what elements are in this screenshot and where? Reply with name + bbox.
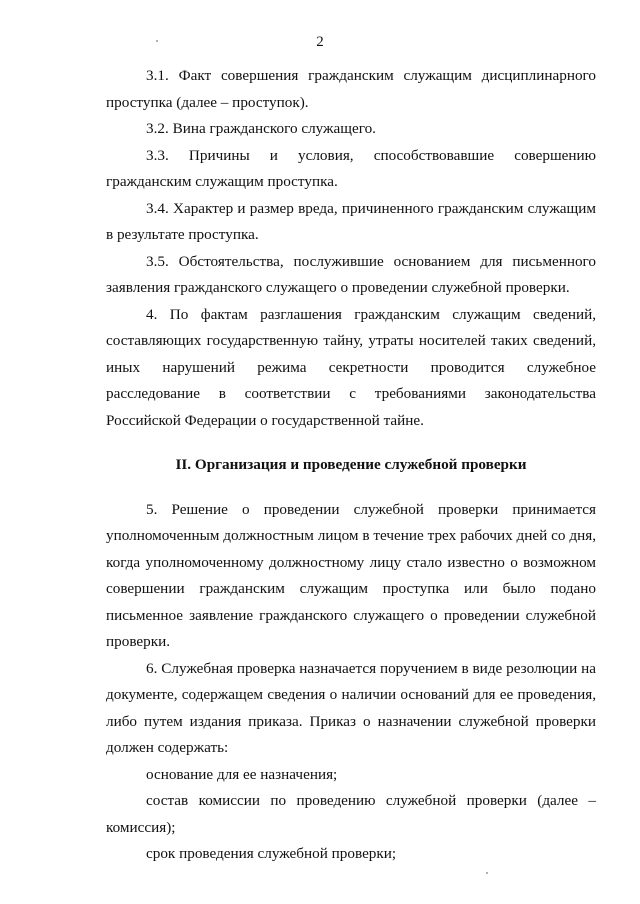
paragraph-6: 6. Служебная проверка назначается поручением в виде резолюции на документе, содержащем сведения о наличии оснований для ее проведения, либо путем издания приказа. Приказ о назначении служебной проверки должен содержать: bbox=[106, 659, 596, 756]
list-item-commission: состав комиссии по проведению служебной проверки (далее – комиссия); bbox=[106, 792, 596, 836]
list-item-deadline: срок проведения служебной проверки; bbox=[146, 845, 397, 862]
paragraph-3-3: 3.3. Причины и условия, способствовавшие совершению гражданским служащим проступка. bbox=[106, 146, 596, 190]
section-heading: II. Организация и проведение служебной проверки bbox=[175, 456, 527, 473]
document-body bbox=[106, 63, 596, 868]
paragraph-3-2: 3.2. Вина гражданского служащего. bbox=[146, 120, 376, 137]
paragraph-5: 5. Решение о проведении служебной проверки принимается уполномоченным должностным лицом в течение трех рабочих дней со дня, когда уполномоченному должностному лицу стало известно о возможном совершении гражданским служащим проступка или было подано письменное заявление гражданского служащего о проведении служебной проверки. bbox=[106, 500, 596, 650]
list-item-basis: основание для ее назначения; bbox=[146, 765, 338, 783]
page-number: 2 bbox=[316, 34, 324, 50]
scan-speck bbox=[156, 40, 158, 42]
paragraph-3-4: 3.4. Характер и размер вреда, причиненного гражданским служащим в результате проступка. bbox=[106, 199, 596, 243]
paragraph-4: 4. По фактам разглашения гражданским служащим сведений, составляющих государственную тайну, утраты носителей таких сведений, иных нарушений режима секретности проводится служебное расследование в соответствии с требованиями законодательства Российской Федерации о государственной тайне. bbox=[106, 305, 596, 429]
scan-speck bbox=[486, 872, 488, 874]
paragraph-3-5: 3.5. Обстоятельства, послужившие основанием для письменного заявления гражданского служащего о проведении служебной проверки. bbox=[106, 252, 596, 296]
paragraph-3-1: 3.1. Факт совершения гражданским служащим дисциплинарного проступка (далее – проступок). bbox=[106, 67, 596, 111]
